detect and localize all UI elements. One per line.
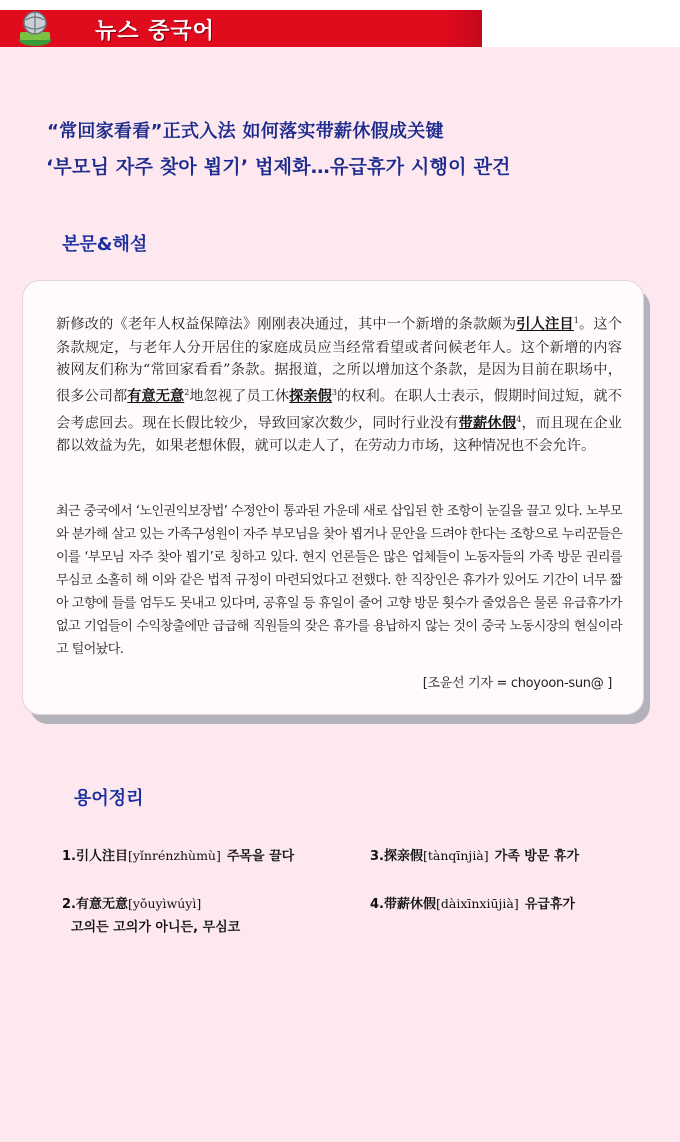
globe-book-icon (14, 6, 56, 48)
glossary-item-2-meaning: 고의든 고의가 아니든, 무심코 (71, 920, 241, 935)
glossary-item-4: 4.带薪休假[dàixīnxiūjià] 유급휴가 (370, 896, 575, 912)
glossary-item-1: 1.引人注目[yǐnrénzhùmù] 주목을 끌다 (62, 848, 295, 864)
headline-korean: ‘부모님 자주 찾아 뵙기’ 법제화…유급휴가 시행이 관건 (46, 156, 511, 178)
article-body-korean: 최근 중국에서 ‘노인권익보장법’ 수정안이 통과된 가운데 새로 삽입된 한 조항이 눈길을 끌고 있다. 노부모와 분가해 살고 있는 가족구성원이 자주 부모님을 찾아 뵙거나 문안을 드려야 한다는 조항으로 누리꾼들은 이를 ‘부모님 자주 찾아 뵙기’로 칭하고 있다. 현지 언론들은 많은 업체들이 노동자들의 가족 방문 권리를 무심코 소홀히 해 이와 같은 법적 규정이 마련되었다고 전했다. 한 직장인은 휴가가 있어도 기간이 너무 짧아 고향에 들를 엄두도 못내고 있다며, 공휴일 등 휴일이 줄어 고향 방문 횟수가 줄었음은 물론 유급휴가가 없고 기업들이 수익창출에만 급급해 직원들의 잦은 휴가를 용납하지 않는 것이 중국 노동시장의 현실이라고 털어놨다. (56, 504, 622, 657)
glossary-item-3: 3.探亲假[tànqīnjià] 가족 방문 휴가 (370, 848, 580, 864)
byline: [조윤선 기자 = choyoon-sun@ ] (422, 676, 612, 691)
section-title-glossary: 용어정리 (74, 788, 144, 809)
term-1: 引人注目 (516, 316, 574, 333)
term-2: 有意无意 (127, 388, 185, 405)
section-title-main: 본문&해설 (62, 234, 148, 255)
header-bar-shade (442, 10, 482, 47)
header-bar (0, 10, 482, 47)
article-body-chinese: 新修改的《老年人权益保障法》刚刚表决通过，其中一个新增的条款颇为引人注目$^1$。这个条款规定，与老年人分开居住的家庭成员应当经常看望或者问候老年人。这个新增的内容被网友们称为“常回家看看”条款。据报道，之所以增加这个条款，是因为目前在职场中，很多公司都有意无意$^2$地忽视了员工休探亲假$^3$的权利。在职人士表示，假期时间过短，就不会考虑回去。现在长假比较少，导致回家次数少，同时行业没有带薪休假$^4$，而且现在企业都以效益为先，如果老想休假，就可以走人了，在劳动力市场，这种情况也不会允许。 (56, 316, 622, 455)
term-4: 带薪休假 (458, 415, 517, 432)
term-3: 探亲假 (289, 388, 332, 405)
headline-chinese: “常回家看看”正式入法 如何落实带薪休假成关键 (47, 121, 444, 142)
glossary-item-2: 2.有意无意[yǒuyìwúyì] (62, 896, 202, 912)
header-title: 뉴스 중국어 (95, 19, 215, 44)
